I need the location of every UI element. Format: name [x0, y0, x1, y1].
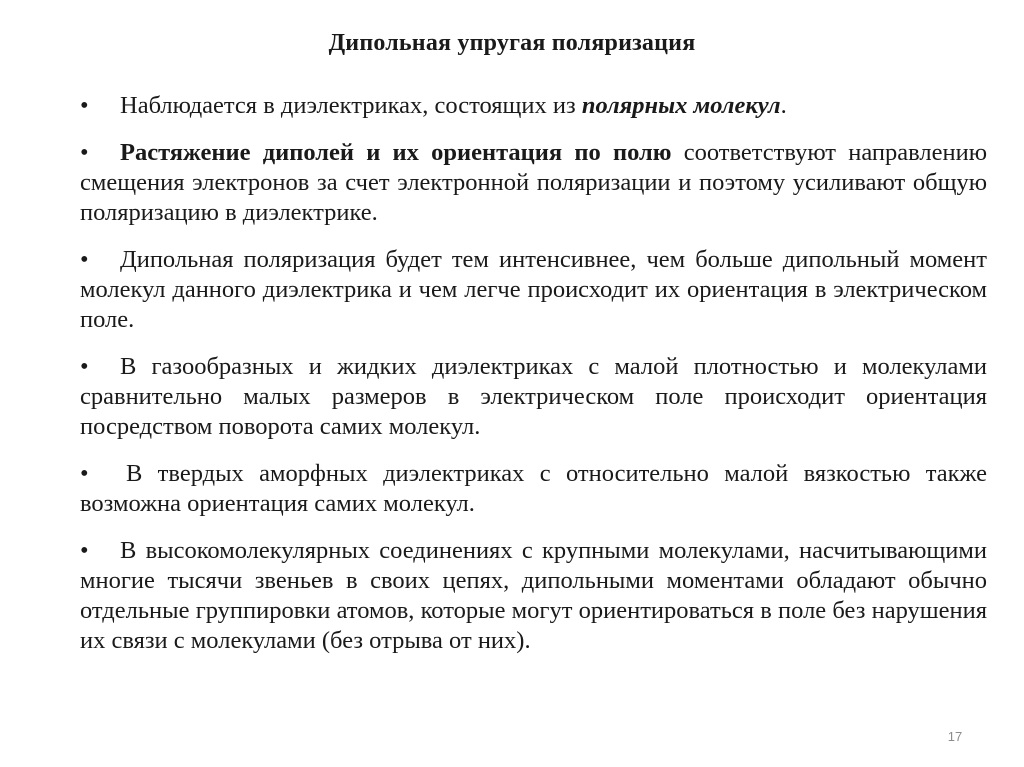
bullet-item-gases-liquids [80, 352, 987, 442]
bullet-icon: • [80, 246, 89, 273]
page-number: 17 [947, 729, 963, 744]
bullet-item-polar-molecules [80, 91, 987, 121]
bullet-icon: • [80, 537, 89, 564]
bullet-item-intensity [80, 245, 987, 335]
bullet-icon: • [80, 139, 89, 166]
bullet-list [80, 91, 987, 673]
bullet-text: Дипольная поляризация будет тем интенсивнее, чем больше дипольный момент молекул данного диэлектрика и чем легче происходит их ориентация в электрическом поле. [80, 246, 987, 333]
bullet-icon: • [80, 460, 89, 487]
bullet-text: В твердых аморфных диэлектриках с относительно малой вязкостью также возможна ориентация самих молекул. [80, 460, 987, 517]
bullet-text: Наблюдается в диэлектриках, состоящих из [120, 92, 582, 119]
bullet-icon: • [80, 353, 89, 380]
bullet-emphasis: полярных молекул [581, 92, 781, 119]
bullet-text: В высокомолекулярных соединениях с крупными молекулами, насчитывающими многие тысячи звеньев в своих цепях, дипольными моментами обладают обычно отдельные группировки атомов, которые могут ориентироваться в поле без нарушения их связи с молекулами (без отрыва от них). [80, 537, 987, 654]
bullet-emphasis: Растяжение диполей и их ориентация по полю [120, 139, 672, 166]
slide-title: Дипольная упругая поляризация [328, 30, 696, 56]
bullet-item-dipole-stretching [80, 138, 987, 228]
bullet-icon: • [80, 92, 89, 119]
bullet-text: В газообразных и жидких диэлектриках с малой плотностью и молекулами сравнительно малых размеров в электрическом поле происходит ориентация посредством поворота самих молекул. [80, 353, 987, 440]
bullet-text: соответствуют направлению смещения электронов за счет электронной поляризации и поэтому усиливают общую поляризацию в диэлектрике. [80, 139, 987, 226]
bullet-item-macromolecular [80, 536, 987, 656]
bullet-item-amorphous-solids [80, 459, 987, 519]
bullet-text-end: . [780, 92, 787, 119]
